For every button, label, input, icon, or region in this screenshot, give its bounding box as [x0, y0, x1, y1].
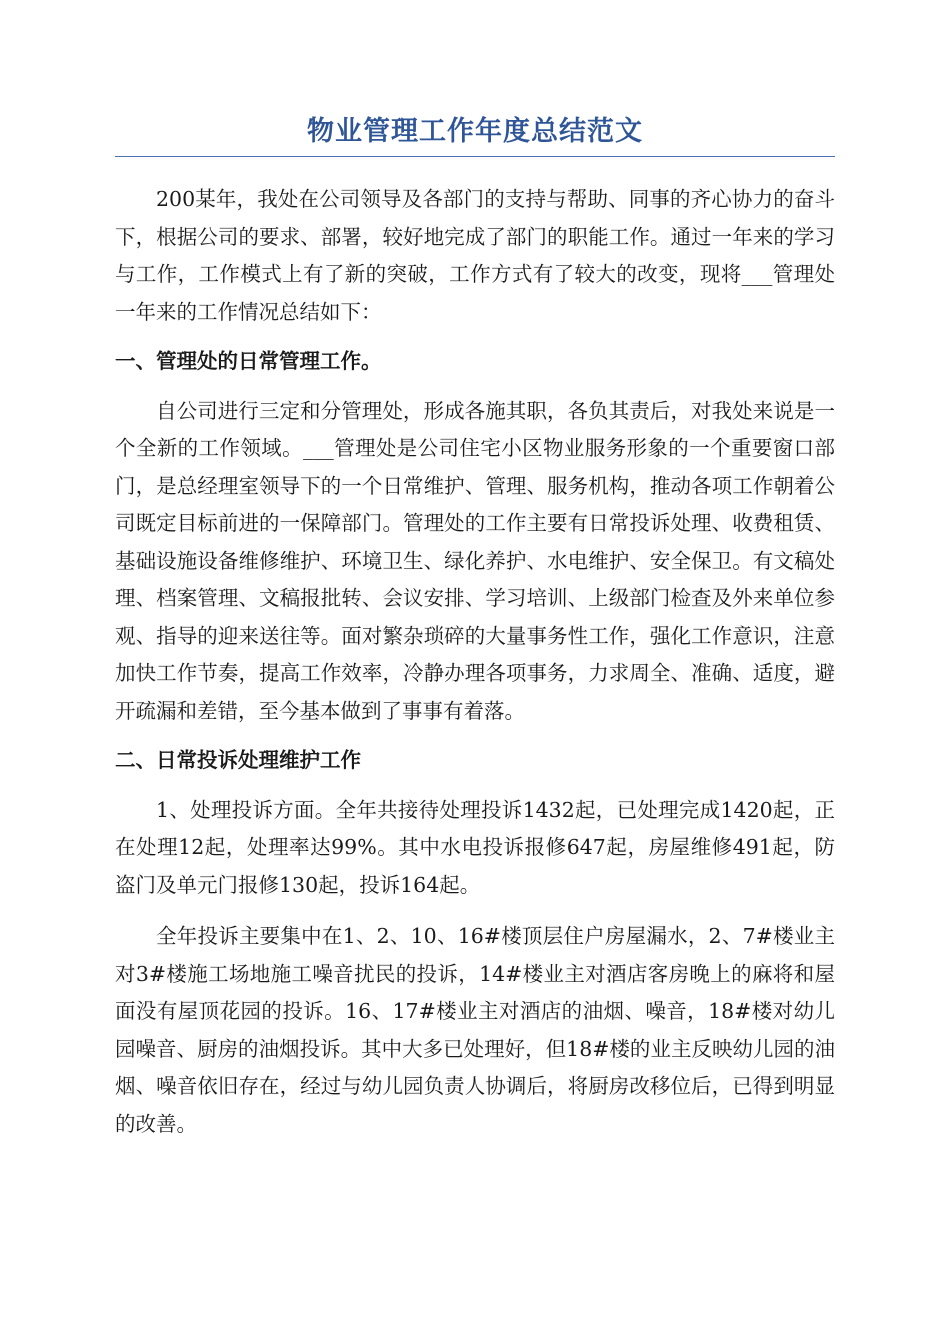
section-2-paragraph-2: 全年投诉主要集中在1、2、10、16#楼顶层住户房屋漏水，2、7#楼业主对3#楼施工场地施工噪音扰民的投诉，14#楼业主对酒店客房晚上的麻将和屋面没有屋顶花园的投诉。16、17#楼业主对酒店的油烟、噪音，18#楼对幼儿园噪音、厨房的油烟投诉。其中大多已处理好，但18#楼的业主反映幼儿园的油烟、噪音依旧存在，经过与幼儿园负责人协调后，将厨房改移位后，已得到明显的改善。: [115, 924, 835, 1136]
spacer: [115, 904, 835, 918]
section-2-paragraph-1: 1、处理投诉方面。全年共接待处理投诉1432起，已处理完成1420起，正在处理12起，处理率达99%。其中水电投诉报修647起，房屋维修491起，防盗门及单元门报修130起，投诉164起。: [115, 797, 835, 897]
spacer: [115, 780, 835, 792]
intro-paragraph: 200某年，我处在公司领导及各部门的支持与帮助、同事的齐心协力的奋斗下，根据公司的要求、部署，较好地完成了部门的职能工作。通过一年来的学习与工作，工作模式上有了新的突破，工作方式有了较大的改变，现将___管理处一年来的工作情况总结如下：: [115, 187, 835, 324]
section-1-heading: 一、管理处的日常管理工作。: [115, 349, 382, 373]
document-page: [115, 112, 835, 1143]
section-2-heading: 二、日常投诉处理维护工作: [115, 748, 361, 772]
spacer: [115, 381, 835, 393]
section-1-paragraph: 自公司进行三定和分管理处，形成各施其职，各负其责后，对我处来说是一个全新的工作领域。___管理处是公司住宅小区物业服务形象的一个重要窗口部门，是总经理室领导下的一个日常维护、管理、服务机构，推动各项工作朝着公司既定目标前进的一保障部门。管理处的工作主要有日常投诉处理、收费租赁、基础设施设备维修维护、环境卫生、绿化养护、水电维护、安全保卫。有文稿处理、档案管理、文稿报批转、会议安排、学习培训、上级部门检查及外来单位参观、指导的迎来送往等。面对繁杂琐碎的大量事务性工作，强化工作意识，注意加快工作节奏，提高工作效率，冷静办理各项事务，力求周全、准确、适度，避开疏漏和差错，至今基本做到了事事有着落。: [115, 398, 835, 723]
spacer: [115, 331, 835, 343]
spacer: [115, 730, 835, 742]
document-title: 物业管理工作年度总结范文: [115, 112, 835, 157]
